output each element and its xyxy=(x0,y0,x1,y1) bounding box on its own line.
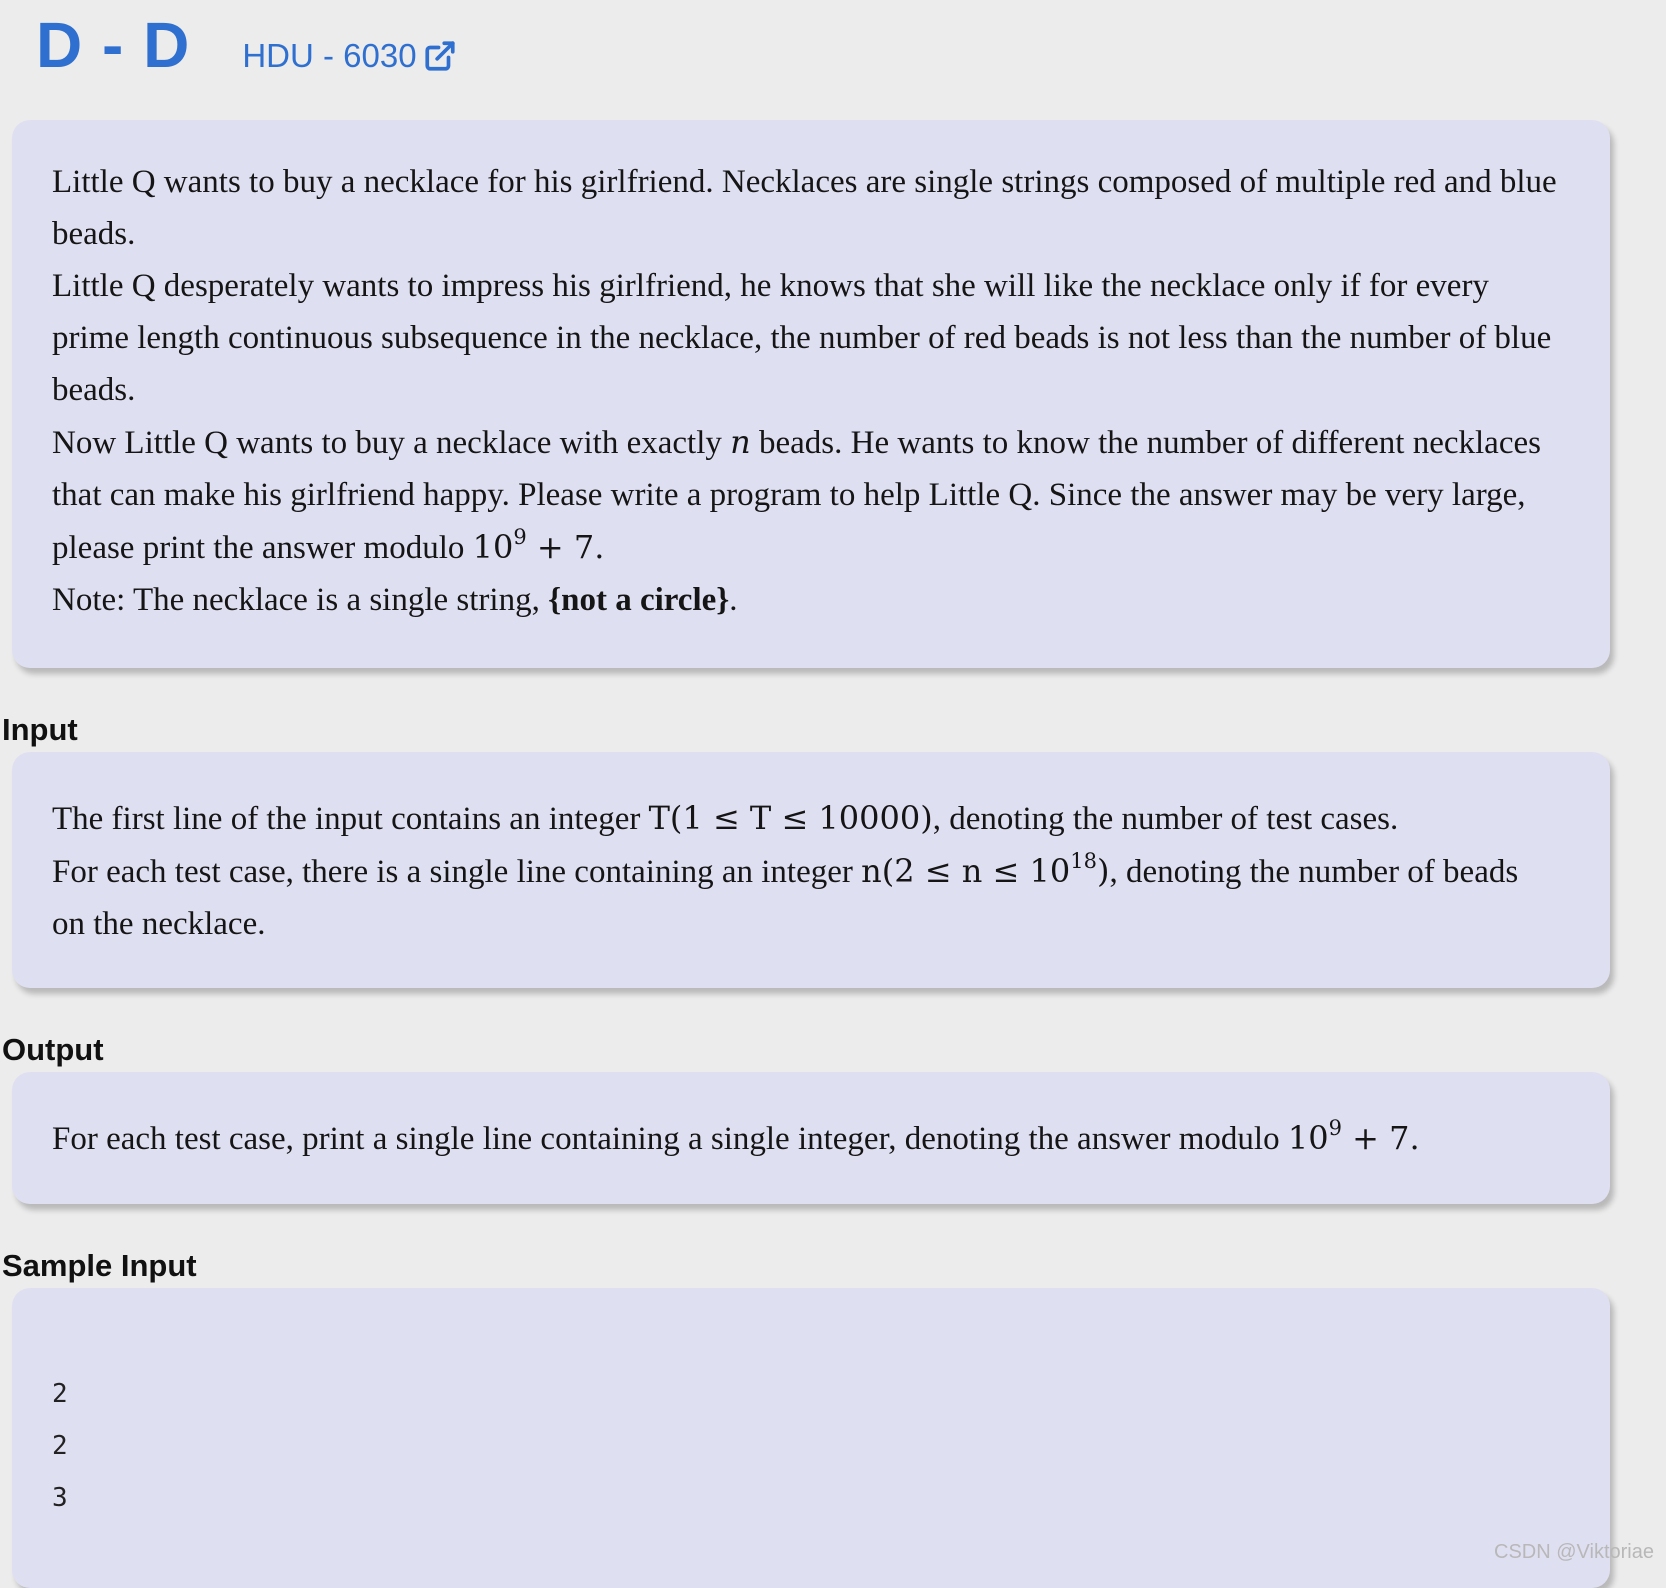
output-section-title: Output xyxy=(2,1032,104,1067)
output-card xyxy=(12,1072,1610,1204)
problem-header xyxy=(36,8,457,82)
description-note: Note: The necklace is a single string, {not a circle}. xyxy=(52,582,738,618)
external-link-icon xyxy=(423,39,457,73)
source-link-label: HDU - 6030 xyxy=(242,37,417,74)
math-expression: T(1 ≤ T ≤ 10000) xyxy=(648,799,933,837)
problem-title: D - D xyxy=(36,9,191,81)
math-expression: $n(2 \le n \le 10^{18})$ xyxy=(861,849,1110,890)
description-paragraph: Little Q wants to buy a necklace for his girlfriend. Necklaces are single strings composed of multiple red and blue beads. xyxy=(52,164,1557,252)
description-paragraph: Little Q desperately wants to impress his girlfriend, he knows that she will like the necklace only if for every prime length continuous subsequence in the necklace, the number of red beads is not less than the number of blue beads. xyxy=(52,268,1552,408)
sample-input-line: 2 xyxy=(52,1431,68,1461)
sample-input-section-title: Sample Input xyxy=(2,1248,197,1283)
math-variable: n xyxy=(730,423,751,461)
description-card xyxy=(12,120,1610,668)
sample-input-line: 3 xyxy=(52,1483,68,1513)
input-line: For each test case, there is a single line containing an integer $n(2 \le n \le 10^{18})$, denoting the number of beads on the necklace. xyxy=(52,849,1519,942)
description-paragraph: Now Little Q wants to buy a necklace with exactly n beads. He wants to know the number of different necklaces that can make his girlfriend happy. Please write a program to help Little Q. Since the answer may be very large, please print the answer modulo $10^9 + 7$. xyxy=(52,423,1541,566)
input-section-title: Input xyxy=(2,712,78,747)
input-card xyxy=(12,752,1610,988)
sample-input-card xyxy=(12,1288,1610,1588)
input-line: The first line of the input contains an integer T(1 ≤ T ≤ 10000), denoting the number of test cases. xyxy=(52,799,1399,837)
sample-input-line: 2 xyxy=(52,1379,68,1409)
note-emphasis: {not a circle} xyxy=(548,582,730,618)
source-link[interactable] xyxy=(242,37,456,75)
output-line: For each test case, print a single line containing a single integer, denoting the answer modulo $10^9 + 7$. xyxy=(52,1116,1420,1157)
math-expression: $10^9 + 7$. xyxy=(472,525,605,566)
watermark: CSDN @Viktoriae xyxy=(1494,1541,1654,1563)
math-expression: $10^9 + 7$. xyxy=(1287,1116,1420,1157)
